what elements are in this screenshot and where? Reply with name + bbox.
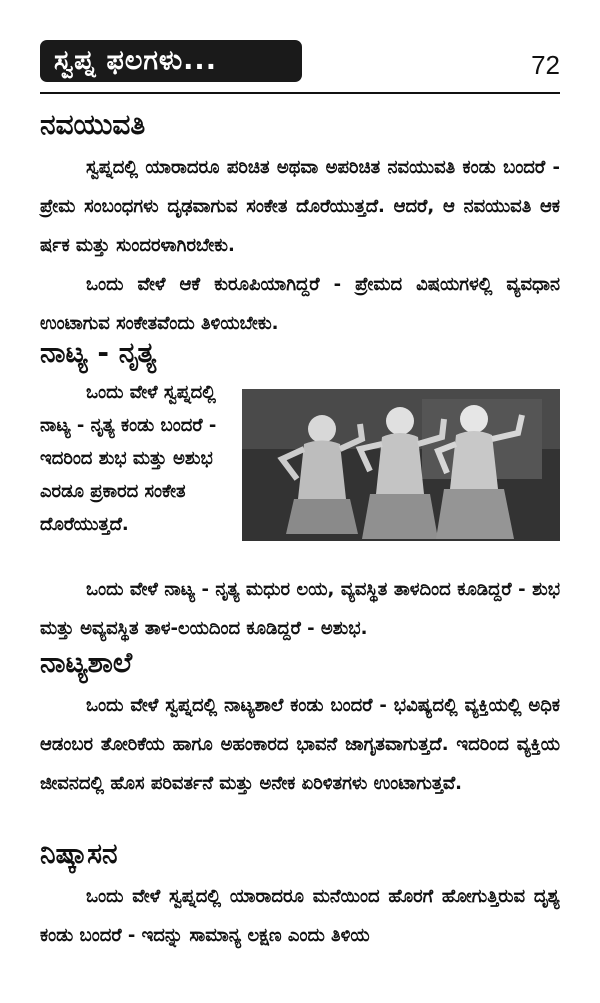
dancers-image	[242, 389, 560, 541]
paragraph: ಒಂದು ವೇಳೆ ಸ್ವಪ್ನದಲ್ಲಿ ನಾಟ್ಯಶಾಲೆ ಕಂಡು ಬಂದರೆ - ಭವಿಷ್ಯದಲ್ಲಿ ವ್ಯಕ್ತಿಯಲ್ಲಿ ಅಧಿಕ ಆಡಂಬರ ತೋರಿಕೆಯ ಹಾಗೂ ಅಹಂಕಾರದ ಭಾವನೆ ಜಾಗೃತವಾಗುತ್ತದೆ. ಇದರಿಂದ ವ್ಯಕ್ತಿಯ ಜೀವನದಲ್ಲಿ ಹೊಸ ಪರಿವರ್ತನೆ ಮತ್ತು ಅನೇಕ ಏರಿಳಿತಗಳು ಉಂಟಾಗುತ್ತವೆ.	[40, 695, 560, 794]
paragraph: ಒಂದು ವೇಳೆ ಸ್ವಪ್ನದಲ್ಲಿ ಯಾರಾದರೂ ಮನೆಯಿಂದ ಹೊರಗೆ ಹೋಗುತ್ತಿರುವ ದೃಶ್ಯ ಕಂಡು ಬಂದರೆ - ಇದನ್ನು ಸಾಮಾನ್ಯ ಲಕ್ಷಣ ಎಂದು ತಿಳಿಯ	[40, 886, 560, 946]
chapter-title: ಸ್ವಪ್ನ ಫಲಗಳು...	[54, 45, 217, 76]
paragraph-beside-image: ಒಂದು ವೇಳೆ ಸ್ವಪ್ನದಲ್ಲಿ ನಾಟ್ಯ - ನೃತ್ಯ ಕಂಡು ಬಂದರೆ - ಇದರಿಂದ ಶುಭ ಮತ್ತು ಅಶುಭ ಎರಡೂ ಪ್ರಕಾರದ ಸಂಕೇತ ದೊರೆಯುತ್ತದೆ.	[40, 382, 217, 535]
paragraph: ಒಂದು ವೇಳೆ ನಾಟ್ಯ - ನೃತ್ಯ ಮಧುರ ಲಯ, ವ್ಯವಸ್ಥಿತ ತಾಳದಿಂದ ಕೂಡಿದ್ದರೆ - ಶುಭ ಮತ್ತು ಅವ್ಯವಸ್ಥಿತ ತಾಳ-ಲಯದಿಂದ ಕೂಡಿದ್ದರೆ - ಅಶುಭ.	[40, 579, 560, 639]
paragraph: ಒಂದು ವೇಳೆ ಆಕೆ ಕುರೂಪಿಯಾಗಿದ್ದರೆ - ಪ್ರೇಮದ ವಿಷಯಗಳಲ್ಲಿ ವ್ಯವಧಾನ ಉಂಟಾಗುವ ಸಂಕೇತವೆಂದು ತಿಳಿಯಬೇಕು.	[40, 274, 560, 334]
page-number: 72	[531, 50, 560, 80]
section-heading-navayuvati: ನವಯುವತಿ	[40, 108, 146, 141]
chapter-title-banner	[40, 40, 302, 82]
section-heading-natyashale: ನಾಟ್ಯಶಾಲೆ	[40, 646, 133, 679]
dance-photo	[242, 389, 560, 541]
header-rule	[40, 92, 560, 94]
section-heading-nishkasana: ನಿಷ್ಕಾಸನ	[40, 837, 118, 870]
section-heading-natya-nritya: ನಾಟ್ಯ - ನೃತ್ಯ	[40, 336, 157, 369]
paragraph: ಸ್ವಪ್ನದಲ್ಲಿ ಯಾರಾದರೂ ಪರಿಚಿತ ಅಥವಾ ಅಪರಿಚಿತ ನವಯುವತಿ ಕಂಡು ಬಂದರೆ - ಪ್ರೇಮ ಸಂಬಂಧಗಳು ದೃಢವಾಗುವ ಸಂಕೇತ ದೊರೆಯುತ್ತದೆ. ಆದರೆ, ಆ ನವಯುವತಿ ಆಕರ್ಷಕ ಮತ್ತು ಸುಂದರಳಾಗಿರಬೇಕು.	[40, 157, 560, 256]
